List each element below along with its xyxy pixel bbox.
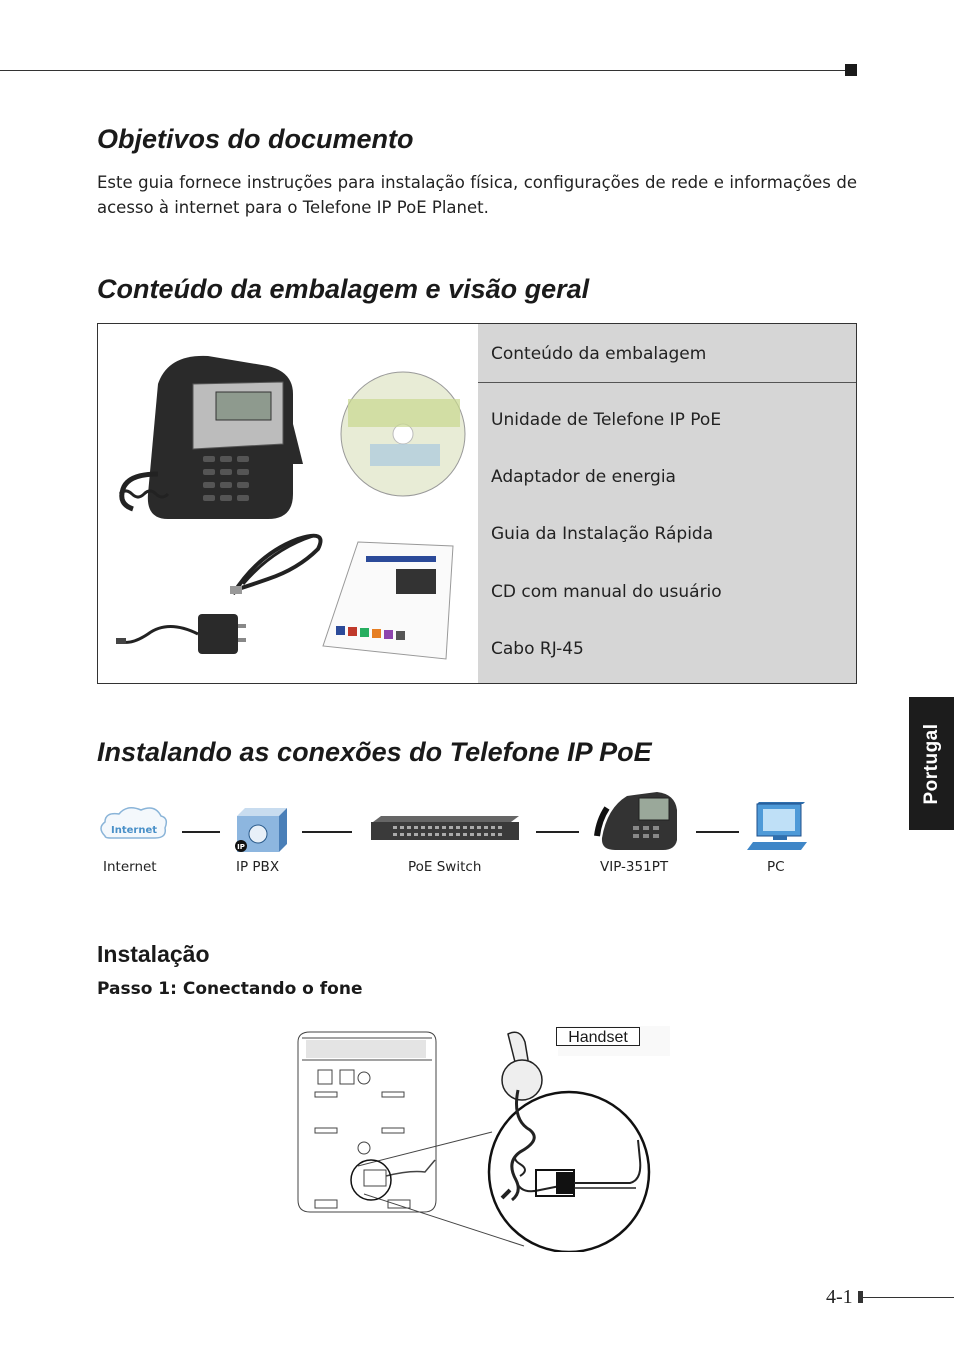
ip-pbx-icon — [235, 808, 287, 852]
package-table — [97, 323, 857, 684]
package-list-header — [478, 324, 856, 383]
package-header-text: Conteúdo da embalagem — [491, 344, 707, 364]
power-adapter-illustration — [116, 614, 246, 654]
objectives-title: Objetivos do documento — [97, 124, 414, 154]
package-illustration — [98, 324, 478, 683]
phone-back-illustration — [298, 1032, 436, 1212]
bottom-rule — [862, 1297, 954, 1298]
top-rule — [0, 70, 846, 71]
handset-connection-diagram — [280, 1020, 670, 1252]
package-item: CD com manual do usuário — [491, 582, 722, 602]
connection-line — [182, 831, 220, 833]
package-list — [478, 324, 856, 683]
package-contents-image — [98, 324, 479, 683]
internet-cloud-icon — [101, 808, 166, 838]
connection-line — [696, 831, 739, 833]
network-diagram — [97, 788, 809, 856]
cd-illustration — [341, 372, 465, 496]
device-label-poe-switch: PoE Switch — [408, 859, 482, 875]
vip-phone-icon — [597, 792, 677, 850]
connection-line — [302, 831, 352, 833]
svg-text:IP: IP — [237, 843, 245, 851]
rj45-cable-illustration — [230, 536, 321, 594]
page-number: 4-1 — [826, 1286, 853, 1308]
connections-title: Instalando as conexões do Telefone IP PoE — [97, 737, 652, 767]
phone-illustration — [120, 356, 303, 519]
quick-guide-illustration — [323, 542, 453, 659]
language-side-tab-label: Portugal — [920, 722, 942, 805]
poe-switch-icon — [371, 816, 519, 840]
connection-line — [536, 831, 579, 833]
handset-label: Handset — [556, 1027, 640, 1046]
cloud-text: Internet — [110, 825, 158, 836]
device-label-ip-pbx: IP PBX — [236, 859, 280, 875]
installation-title: Instalação — [97, 941, 210, 967]
package-item: Guia da Instalação Rápida — [491, 524, 714, 544]
package-item: Cabo RJ-45 — [491, 639, 584, 659]
top-rule-square — [845, 64, 857, 76]
device-label-phone: VIP-351PT — [600, 859, 669, 875]
device-label-pc: PC — [767, 859, 785, 875]
pc-icon — [747, 802, 807, 850]
device-label-internet: Internet — [103, 859, 157, 875]
language-side-tab — [909, 697, 954, 830]
objectives-body: Este guia fornece instruções para instalação física, configurações de rede e informações de acesso à internet para o Telefone IP PoE Planet. — [97, 173, 857, 217]
package-item: Adaptador de energia — [491, 467, 676, 487]
package-item: Unidade de Telefone IP PoE — [491, 410, 722, 430]
step-1-title: Passo 1: Conectando o fone — [97, 979, 363, 999]
package-title: Conteúdo da embalagem e visão geral — [97, 274, 590, 304]
